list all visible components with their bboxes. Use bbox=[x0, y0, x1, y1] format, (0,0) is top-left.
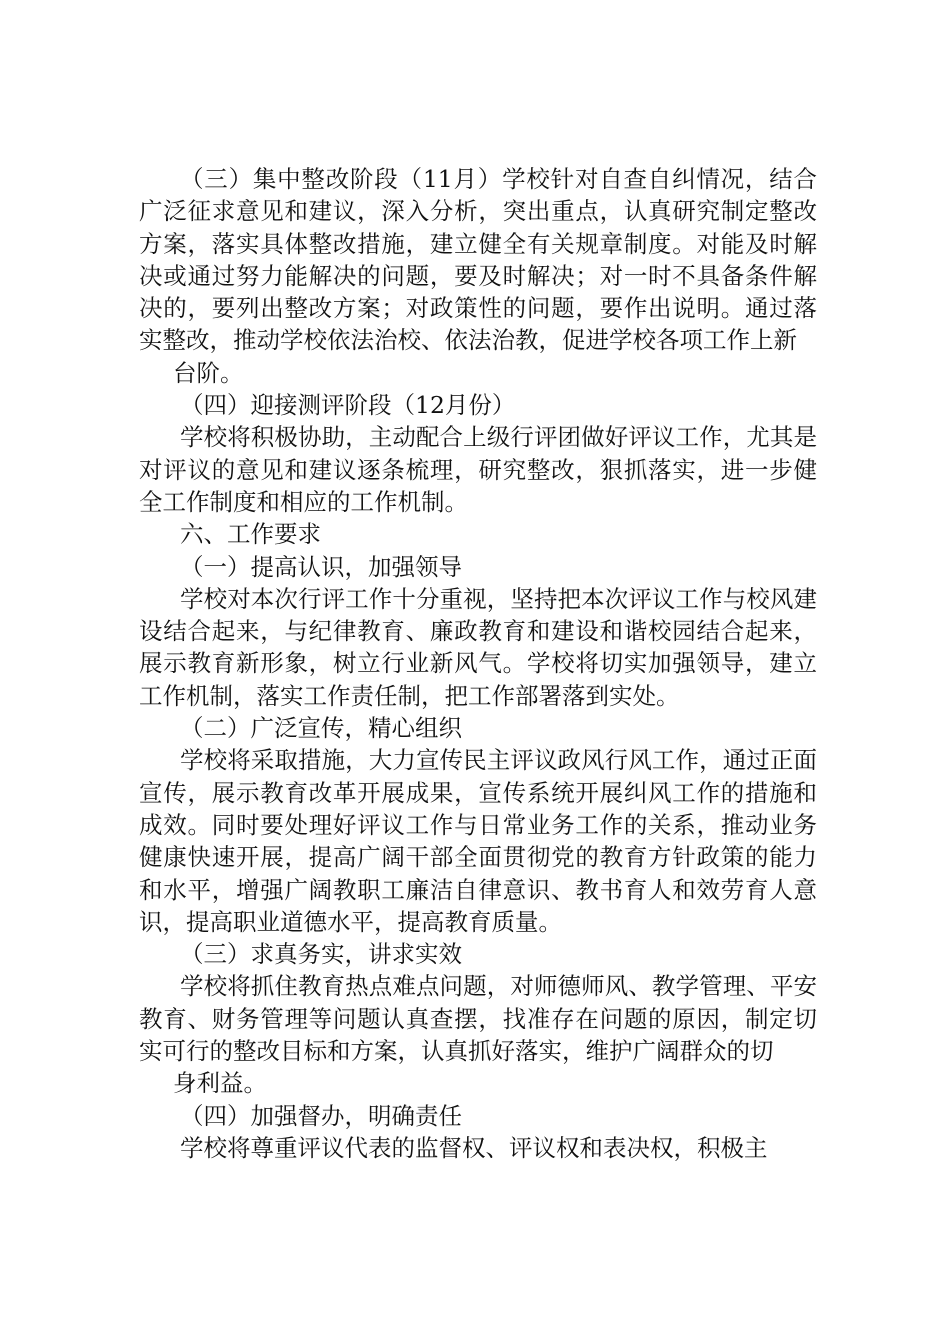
heading-supervision: （四）加强督办，明确责任 bbox=[180, 1101, 462, 1130]
paragraph-practical-results: 学校将抓住教育热点难点问题，对师德师风、教学管理、平安教育、财务管理等问题认真查摆，找准存在问题的原因，制定切实可行的整改目标和方案，认真抓好落实，维护广阔群众的切 bbox=[139, 972, 817, 1066]
paragraph-continuation-interests: 身利益。 bbox=[173, 1069, 267, 1098]
paragraph-supervision: 学校将尊重评议代表的监督权、评议权和表决权，积极主 bbox=[180, 1133, 768, 1162]
paragraph-evaluation-cooperation: 学校将积极协助，主动配合上级行评团做好评议工作，尤其是对评议的意见和建议逐条梳理，研究整改，狠抓落实，进一步健全工作制度和相应的工作机制。 bbox=[139, 423, 817, 516]
paragraph-continuation-step: 台阶。 bbox=[173, 358, 244, 387]
heading-publicity: （二）广泛宣传，精心组织 bbox=[180, 714, 462, 743]
heading-practical-results: （三）求真务实，讲求实效 bbox=[180, 940, 462, 969]
paragraph-publicity: 学校将采取措施，大力宣传民主评议政风行风工作，通过正面宣传，展示教育改革开展成果，宣传系统开展纠风工作的措施和成效。同时要处理好评议工作与日常业务工作的关系，推动业务健康快速开展，提高广阔干部全面贯彻党的教育方针政策的能力和水平，增强广阔教职工廉洁自律意识、教书育人和效劳育人意识，提高职业道德水平，提高教育质量。 bbox=[139, 746, 817, 936]
paragraph-rectification-phase: （三）集中整改阶段（11月）学校针对自查自纠情况，结合广泛征求意见和建议，深入分析，突出重点，认真研究制定整改方案，落实具体整改措施，建立健全有关规章制度。对能及时解决或通过努力能解决的问题，要及时解决；对一时不具备条件解决的，要列出整改方案；对政策性的问题，要作出说明。通过落实整改，推动学校依法治校、依法治教，促进学校各项工作上新 bbox=[139, 165, 817, 355]
heading-raise-awareness: （一）提高认识，加强领导 bbox=[180, 552, 462, 581]
paragraph-raise-awareness: 学校对本次行评工作十分重视，坚持把本次评议工作与校风建设结合起来，与纪律教育、廉政教育和建设和谐校园结合起来，展示教育新形象，树立行业新风气。学校将切实加强领导，建立工作机制，落实工作责任制，把工作部署落到实处。 bbox=[139, 584, 817, 710]
heading-evaluation-phase: （四）迎接测评阶段（12月份） bbox=[180, 391, 516, 420]
section-heading-work-requirements: 六、工作要求 bbox=[180, 520, 321, 549]
document-body bbox=[139, 163, 817, 1164]
